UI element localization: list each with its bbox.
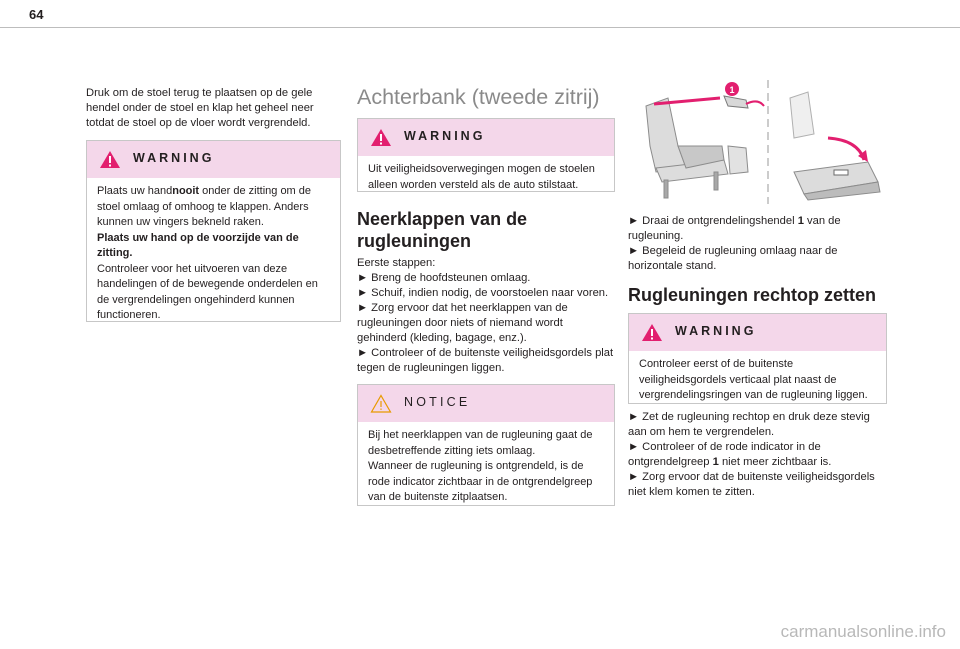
step-item: ► Breng de hoofdsteunen omlaag. (357, 272, 531, 284)
header-divider (0, 27, 960, 28)
notice-header (358, 385, 614, 422)
step-item (628, 440, 888, 470)
warning-triangle-icon (641, 323, 663, 342)
seat-folding-illustration (628, 76, 886, 206)
subheading-fold: Neerklappen van de rugleuningen (357, 209, 528, 251)
warning-bold-text: Plaats uw hand op de voorzijde van de zitting. (97, 231, 299, 259)
step-item: ► Zorg ervoor dat het neerklappen van de rugleuningen door niets of niemand wordt gehinderd (kleding, bagage, enz.). (357, 302, 568, 344)
warning-header (629, 314, 886, 351)
step-item (628, 214, 886, 244)
page-number: 64 (29, 7, 44, 22)
notice-text: Bij het neerklappen van de rugleuning gaat de desbetreffende zitting iets omlaag. (368, 429, 593, 457)
notice-text: Wanneer de rugleuning is ontgrendeld, is de rode indicator zichtbaar in de ontgrendelgreep van de buitenste zitplaatsen. (368, 460, 593, 503)
step-item: ► Zet de rugleuning rechtop en druk deze stevig aan om hem te vergrendelen. (628, 411, 870, 438)
callout-number: 1 (729, 85, 735, 95)
section-heading: Achterbank (tweede zitrij) (357, 85, 600, 109)
warning-title: WARNING (133, 151, 215, 165)
warning-box-3 (628, 313, 887, 404)
warning-title: WARNING (404, 129, 486, 143)
warning-body: Uit veiligheidsoverwegingen mogen de stoelen alleen worden versteld als de auto stilstaat. (368, 163, 595, 191)
subheading-upright: Rugleuningen rechtop zetten (628, 285, 877, 305)
step-text: van de rugleuning. (628, 215, 841, 242)
warning-text: Plaats uw hand (97, 185, 173, 197)
notice-box (357, 384, 615, 506)
step-item: ► Begeleid de rugleuning omlaag naar de horizontale stand. (628, 245, 838, 272)
warning-box-1 (86, 140, 341, 322)
notice-triangle-icon (370, 394, 392, 413)
step-item: ► Zorg ervoor dat de buitenste veiligheidsgordels niet klem komen te zitten. (628, 471, 875, 498)
upright-steps (628, 410, 888, 500)
warning-header (358, 119, 614, 156)
warning-title: WARNING (675, 324, 757, 338)
notice-body (358, 422, 614, 514)
warning-body (87, 178, 340, 332)
steps-intro: Eerste stappen: (357, 257, 436, 269)
notice-title: NOTICE (404, 395, 471, 409)
step-text: ► Draai de ontgrendelingshendel (628, 215, 798, 227)
steps-list (357, 256, 615, 376)
watermark-text: carmanualsonline.info (780, 622, 946, 641)
warning-text: onder de zitting om de stoel omlaag of omhoog te klappen. Anders kunnen uw vingers bekneld raken. (97, 185, 312, 228)
intro-paragraph: Druk om de stoel terug te plaatsen op de gele hendel onder de stoel en klap het geheel neer totdat de stoel op de vloer wordt vergrendeld. (86, 87, 314, 129)
step-ref-number: 1 (797, 215, 804, 227)
fold-steps (628, 214, 886, 274)
warning-emphasis: nooit (172, 185, 200, 197)
step-ref-number: 1 (712, 456, 719, 468)
step-text: niet meer zichtbaar is. (718, 456, 832, 468)
warning-triangle-icon (99, 150, 121, 169)
step-item: ► Controleer of de buitenste veiligheidsgordels plat tegen de rugleuningen liggen. (357, 347, 614, 374)
step-text: ► Controleer of de rode indicator in de ontgrendelgreep (628, 441, 821, 468)
step-item: ► Schuif, indien nodig, de voorstoelen naar voren. (357, 287, 609, 299)
warning-triangle-icon (370, 128, 392, 147)
warning-box-2 (357, 118, 615, 192)
warning-text: Controleer voor het uitvoeren van deze handelingen of de bewegende onderdelen en de vergrendelingen ongehinderd kunnen functioneren. (97, 262, 318, 321)
warning-header (87, 141, 340, 178)
warning-body: Controleer eerst of de buitenste veiligheidsgordels verticaal plat naast de vergrendelingsringen van de rugleuning liggen. (639, 358, 868, 401)
